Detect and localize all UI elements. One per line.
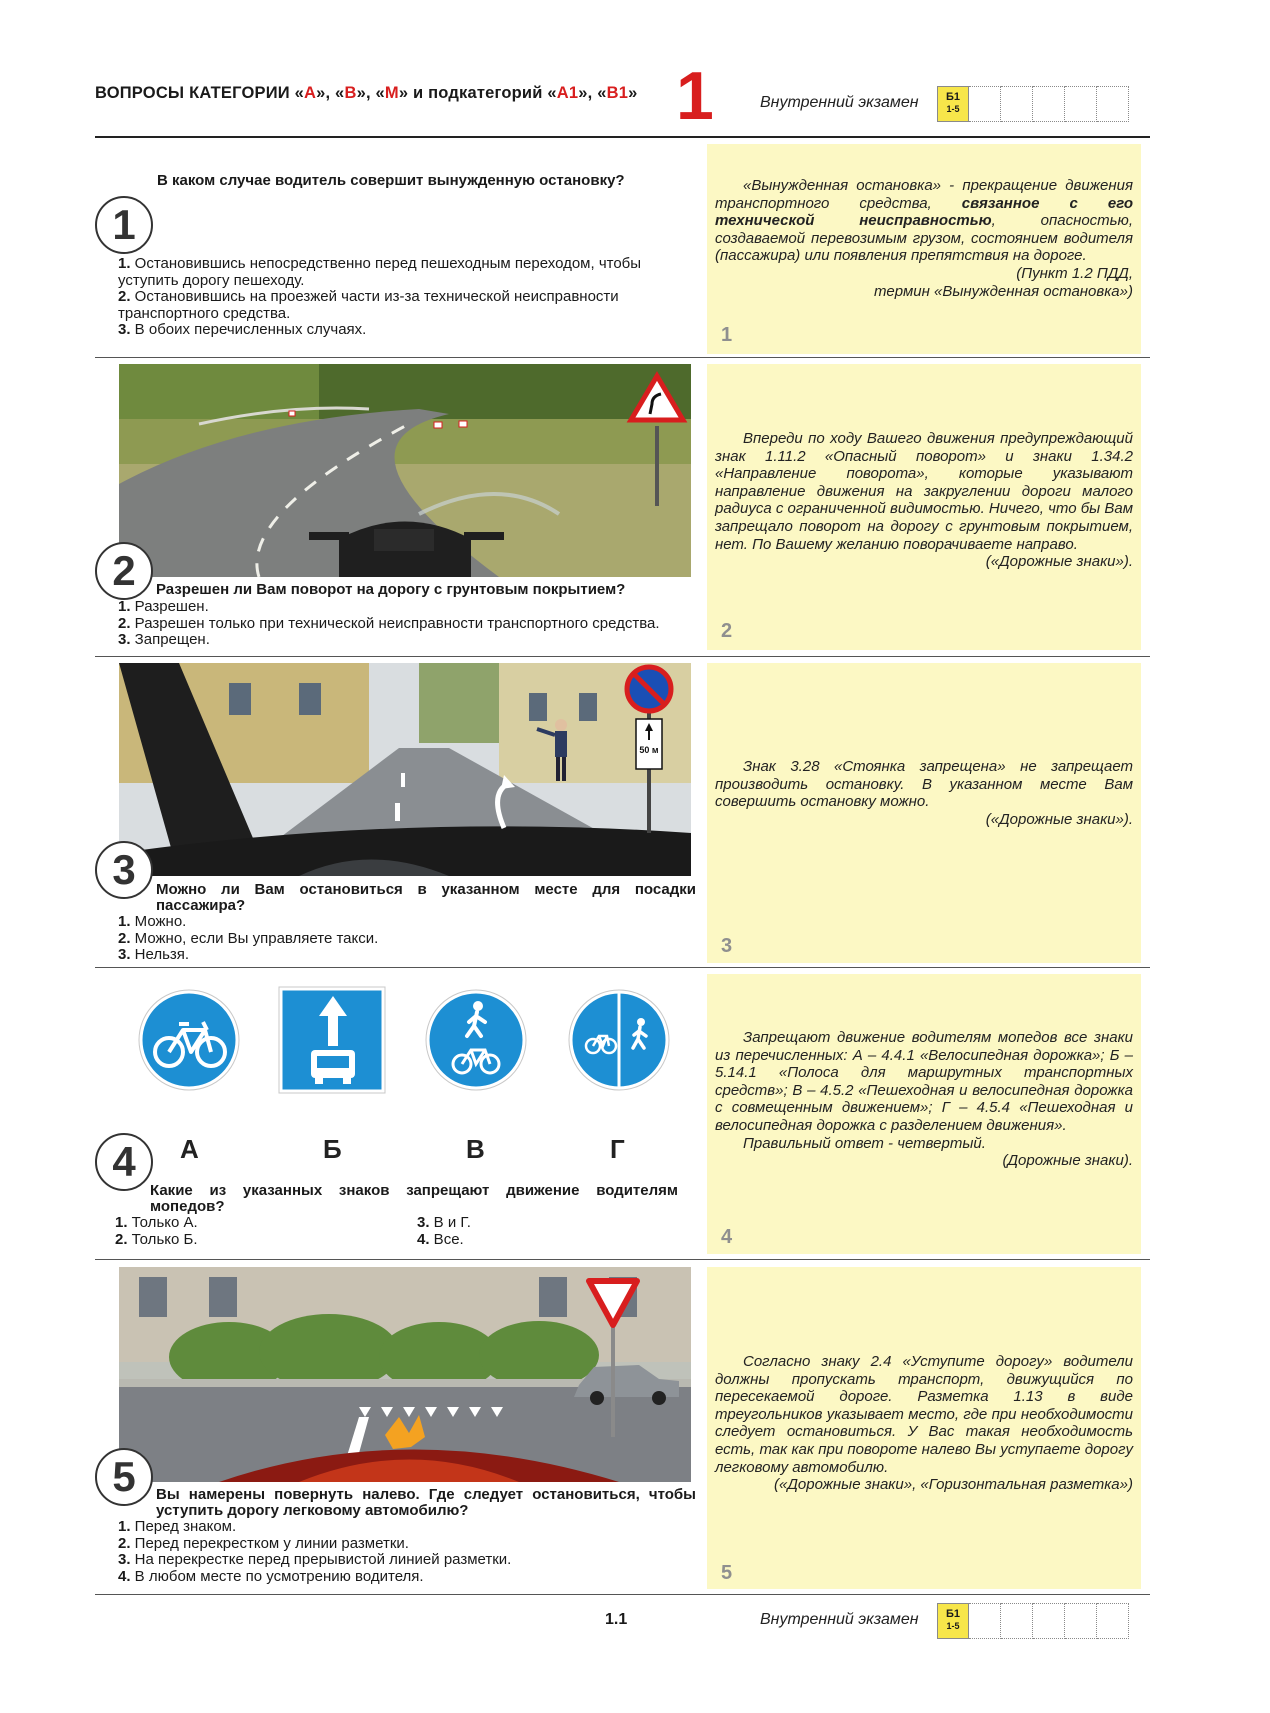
panel-number: 3 (721, 935, 733, 957)
sign-letter-b: Б (323, 1134, 342, 1164)
question-3-number-circle: 3 (95, 841, 153, 899)
panel-number: 1 (721, 324, 733, 346)
explanation-panel-3 (707, 663, 1141, 963)
question-2-illustration (119, 364, 691, 577)
question-4-signs (119, 974, 691, 1114)
answer-option[interactable]: 2. Только Б. (115, 1230, 198, 1248)
question-2-text: Разрешен ли Вам поворот на дорогу с грунтовым покрытием? (156, 581, 626, 598)
page-header-title: ВОПРОСЫ КАТЕГОРИИ «А», «В», «М» и подкатегорий «А1», «В1» (95, 84, 638, 102)
ticket-grid (937, 86, 1129, 122)
question-2-answers (118, 599, 694, 649)
footer-ticket-code: Б1 1-5 (937, 1603, 969, 1639)
panel-number: 2 (721, 620, 733, 642)
separated-path-sign (569, 990, 669, 1090)
ticket-number: 1 (676, 58, 714, 134)
answer-option[interactable]: 1. Можно. (118, 913, 187, 930)
divider (95, 1259, 1150, 1260)
answer-option[interactable]: 1. Остановившись непосредственно перед пешеходным переходом, чтобы уступить дорогу пешеходу. (118, 255, 642, 289)
answer-option[interactable]: 1. Разрешен. (118, 598, 209, 615)
explanation-panel-2 (707, 364, 1141, 650)
answer-option[interactable]: 4. Все. (417, 1230, 464, 1248)
question-4-number-circle: 4 (95, 1133, 153, 1191)
page-number: 1.1 (605, 1611, 628, 1628)
explanation-panel-1 (707, 144, 1141, 354)
answer-option[interactable]: 2. Перед перекрестком у линии разметки. (118, 1534, 409, 1552)
question-1-number-circle: 1 (95, 196, 153, 254)
answer-option[interactable]: 3. В обоих перечисленных случаях. (118, 321, 367, 338)
question-3-illustration (119, 663, 691, 876)
answer-option[interactable]: 3. На перекрестке перед прерывистой линией разметки. (118, 1551, 512, 1568)
sign-letter-a: А (180, 1134, 199, 1164)
answer-option[interactable]: 3. В и Г. (417, 1214, 471, 1231)
answer-option[interactable]: 2. Остановившись на проезжей части из-за технической неисправности транспортного средства. (118, 288, 619, 322)
question-1-text: В каком случае водитель совершит вынужденную остановку? (157, 172, 625, 189)
answer-option[interactable]: 3. Нельзя. (118, 946, 190, 963)
answer-option[interactable]: 2. Можно, если Вы управляете такси. (118, 929, 379, 947)
divider (95, 357, 1150, 358)
explanation-panel-5 (707, 1267, 1141, 1589)
footer-exam-label: Внутренний экзамен (760, 1611, 919, 1628)
panel-number: 4 (721, 1226, 733, 1248)
sign-plate-distance: 50 м (639, 745, 659, 755)
footer-rule (95, 1594, 1150, 1595)
question-5-number-circle: 5 (95, 1448, 153, 1506)
explanation-4-text: Запрещают движение водителям мопедов все знаки из перечисленных: А – 4.4.1 «Велосипедная дорожка»; Б – 5.14.1 «Полоса для маршрутных транспортных средств»; В – 4.5.2 «Пешеходная и велосипедная дорожка с совмещенным движением»; Г – 4.5.4 «Пешеходная и велосипедная дорожка с разделением движения». Правильный ответ - четвертый. (Дорожные знаки). (715, 1029, 1133, 1170)
sign-letter-v: В (466, 1134, 485, 1164)
explanation-1-text: «Вынужденная остановка» - прекращение движения транспортного средства, связанное с его технической неисправностью, опасностью, создаваемой перевозимым грузом, состоянием водителя (пассажира) или появления препятствия на дороге. (Пункт 1.2 ПДД, термин «Вынужденная остановка») (715, 177, 1133, 300)
divider (95, 967, 1150, 968)
panel-number: 5 (721, 1562, 733, 1584)
question-5-answers (118, 1519, 694, 1585)
question-4-answers-right (417, 1215, 677, 1248)
question-3-answers (118, 914, 694, 964)
answer-option[interactable]: 4. В любом месте по усмотрению водителя. (118, 1567, 424, 1585)
divider (95, 656, 1150, 657)
sign-letter-g: Г (610, 1134, 625, 1164)
answer-option[interactable]: 3. Запрещен. (118, 631, 210, 648)
question-1-answers (118, 256, 694, 339)
bicycle-path-sign (139, 990, 239, 1090)
answer-option[interactable]: 2. Разрешен только при технической неисправности транспортного средства. (118, 614, 660, 632)
answer-option[interactable]: 1. Перед знаком. (118, 1518, 237, 1535)
question-5-text: Вы намерены повернуть налево. Где следует остановиться, чтобы уступить дорогу легковому автомобилю? (156, 1486, 696, 1519)
exam-label: Внутренний экзамен (760, 94, 919, 111)
question-4-text: Какие из указанных знаков запрещают движение водителям мопедов? (150, 1182, 678, 1215)
explanation-panel-4 (707, 974, 1141, 1254)
answer-option[interactable]: 1. Только А. (115, 1214, 198, 1231)
footer-ticket-grid (937, 1603, 1129, 1639)
explanation-2-text: Впереди по ходу Вашего движения предупреждающий знак 1.11.2 «Опасный поворот» и знаки 1.34.2 «Направление поворота», которые указывают направление движения на закруглении дороги малого радиуса с ограниченной видимостью. Ничего, что бы Вам запрещало поворот на дорогу с грунтовым покрытием, нет. По Вашему желанию поворачиваете направо. («Дорожные знаки»). (715, 430, 1133, 571)
header-rule (95, 136, 1150, 138)
pedestrian-bicycle-sign (426, 990, 526, 1090)
question-3-text: Можно ли Вам остановиться в указанном месте для посадки пассажира? (156, 881, 696, 914)
bus-lane-sign (279, 987, 385, 1093)
question-4-answers-left (115, 1215, 375, 1248)
ticket-code: Б1 1-5 (937, 86, 969, 122)
question-2-number-circle: 2 (95, 542, 153, 600)
explanation-3-text: Знак 3.28 «Стоянка запрещена» не запрещает производить остановку. В указанном месте Вам совершить остановку можно. («Дорожные знаки»). (715, 758, 1133, 828)
explanation-5-text: Согласно знаку 2.4 «Уступите дорогу» водители должны пропускать транспорт, движущийся по пересекаемой дороге. Разметка 1.13 в виде треугольников указывает место, где при необходимости следует остановиться. У Вас такая необходимость есть, так как при повороте налево Вы уступаете дорогу легковому автомобилю. («Дорожные знаки», «Горизонтальная разметка») (715, 1353, 1133, 1494)
question-5-illustration (119, 1267, 691, 1482)
